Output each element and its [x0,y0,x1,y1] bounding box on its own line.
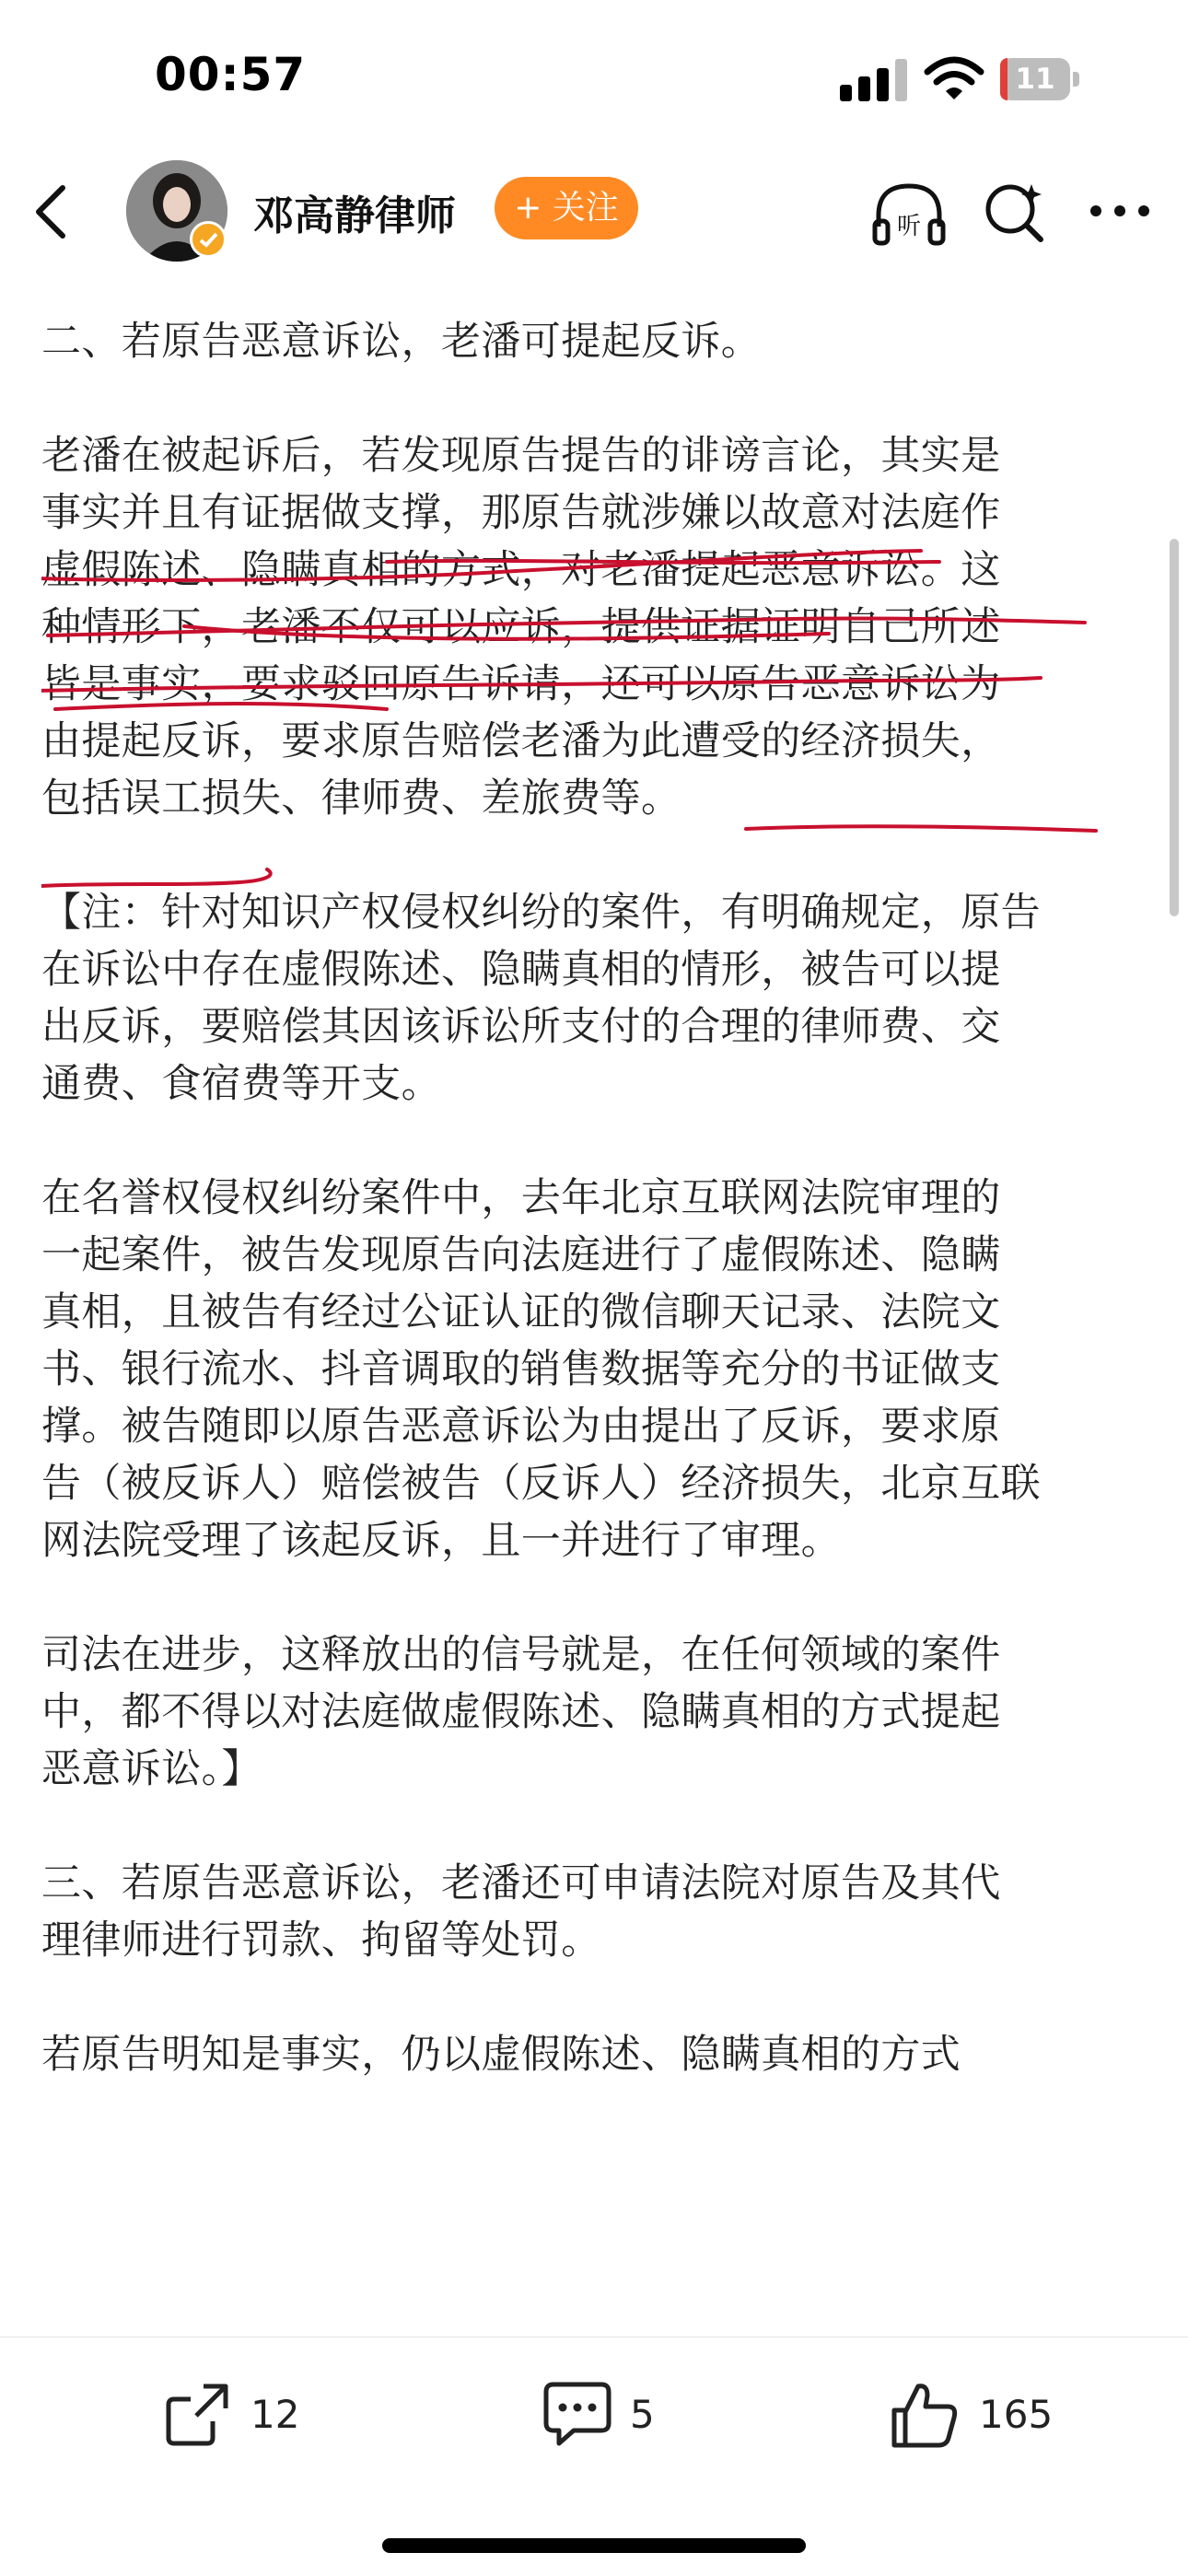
article-paragraph: 【注：针对知识产权侵权纠纷的案件，有明确规定，原告 在诉讼中存在虚假陈述、隐瞒真相的情形，被告可以提 出反诉，要赔偿其因该诉讼所支付的合理的律师费、交 通费、食宿费等开支。 [41,890,1041,1107]
comment-count: 5 [630,2392,655,2437]
article-paragraph: 若原告明知是事实，仍以虚假陈述、隐瞒真相的方式 [41,2032,961,2078]
article-paragraph: 老潘在被起诉后，若发现原告提告的诽谤言论，其实是 事实并且有证据做支撑，那原告就涉嫌以故意对法庭作 虚假陈述、隐瞒真相的方式，对老潘提起恶意诉讼。这 种情形下，老潘不仅可以应诉，提供证据证明自己所述 皆是事实，要求驳回原告诉请，还可以原告恶意诉讼为 由提起反诉，要求原告赔偿老潘为此遭受的经济损失， 包括误工损失、律师费、差旅费等。 [41,433,1001,822]
share-icon [161,2377,235,2451]
back-arrow-icon[interactable] [26,182,81,241]
cellular-signal-icon [840,59,914,101]
scrollbar-thumb[interactable] [1170,539,1179,916]
article-body [41,267,1147,2337]
listen-headphones-icon[interactable] [871,181,947,249]
comment-button[interactable] [541,2377,679,2460]
share-count: 12 [250,2392,300,2437]
svg-text:听: 听 [896,213,922,240]
battery-icon [1000,58,1081,100]
article-paragraph: 三、若原告恶意诉讼，老潘还可申请法院对原告及其代 理律师进行罚款、拘留等处罚。 [41,1860,1001,1964]
home-indicator[interactable] [382,2538,806,2553]
status-time: 00:57 [155,48,307,101]
battery-level: 11 [1015,63,1055,96]
article-paragraph: 在名誉权侵权纠纷案件中，去年北京互联网法院审理的 一起案件，被告发现原告向法庭进行了虚假陈述、隐瞒 真相，且被告有经过公证认证的微信聊天记录、法院文 书、银行流水、抖音调取的销售数据等充分的书证做支 撑。被告随即以原告恶意诉讼为由提出了反诉，要求原 告（被反诉人）赔偿被告（反诉人）经济损失，北京互联 网法院受理了该起反诉，且一并进行了审理。 [41,1175,1041,1564]
wifi-icon [924,55,984,101]
article-paragraph: 司法在进步，这释放出的信号就是，在任何领域的案件 中，都不得以对法庭做虚假陈述、隐瞒真相的方式提起 恶意诉讼。】 [41,1632,1001,1792]
more-options-icon[interactable] [1087,188,1153,234]
thumbs-up-icon [887,2377,961,2451]
comment-icon [541,2377,614,2451]
search-icon[interactable] [982,181,1046,245]
share-button[interactable] [161,2377,327,2460]
verified-badge-icon [190,221,227,258]
article-paragraph: 二、若原告恶意诉讼，老潘可提起反诉。 [41,319,762,365]
status-bar [0,0,1188,157]
author-name[interactable]: 邓高静律师 [253,192,456,239]
like-button[interactable] [887,2377,1071,2460]
follow-button[interactable]: + 关注 [495,177,638,239]
post-header [0,157,1188,267]
like-count: 165 [979,2392,1054,2437]
bottom-action-bar [0,2337,1188,2576]
